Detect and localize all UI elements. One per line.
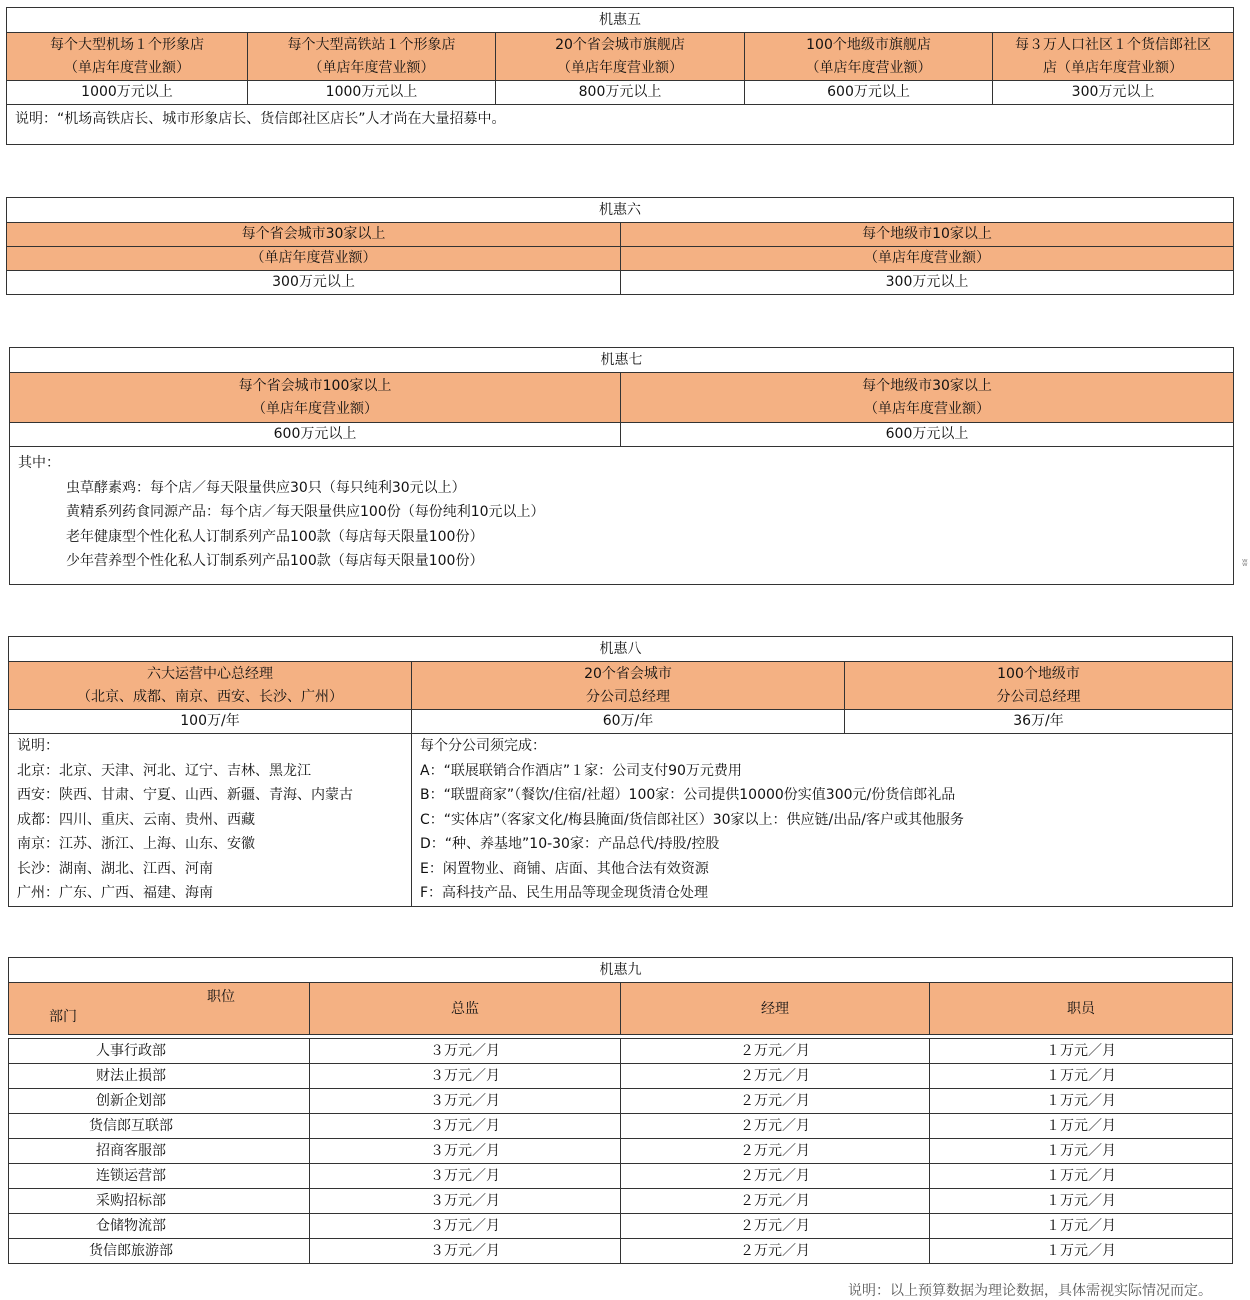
column-header-director: 总监 [310, 983, 621, 1035]
salary-cell: ２万元／月 [621, 1239, 930, 1264]
section5-header-airport: 每个大型机场１个形象店 （单店年度营业额） [7, 33, 248, 81]
salary-cell: １万元／月 [930, 1239, 1233, 1264]
column-header-manager: 经理 [621, 983, 930, 1035]
department-cell: 货信郎互联部 [9, 1114, 310, 1139]
salary-cell: １万元／月 [930, 1039, 1233, 1064]
region-line: 广州：广东、广西、福建、海南 [17, 885, 213, 901]
department-cell: 招商客服部 [9, 1139, 310, 1164]
department-cell: 创新企划部 [9, 1089, 310, 1114]
region-line: 北京：北京、天津、河北、辽宁、吉林、黑龙江 [17, 762, 311, 779]
section8-header-capital: 20个省会城市 分公司总经理 [412, 662, 845, 710]
section6-header-capital: 每个省会城市30家以上 [7, 223, 621, 247]
section9-title: 机惠九 [9, 958, 1233, 983]
region-line: 成都：四川、重庆、云南、贵州、西藏 [17, 811, 255, 828]
corner-position-label: 职位 [207, 989, 235, 1005]
section7-details-label: 其中： [18, 455, 60, 471]
section7-header-capital: 每个省会城市100家以上 （单店年度营业额） [10, 373, 621, 423]
section8-value: 36万/年 [845, 710, 1233, 734]
section5-header-capital: 20个省会城市旗舰店 （单店年度营业额） [496, 33, 745, 81]
section7-header-prefecture: 每个地级市30家以上 （单店年度营业额） [621, 373, 1234, 423]
salary-cell: １万元／月 [930, 1089, 1233, 1114]
salary-cell: ３万元／月 [310, 1239, 621, 1264]
salary-cell: ３万元／月 [310, 1214, 621, 1239]
salary-cell: ３万元／月 [310, 1039, 621, 1064]
section5-value: 1000万元以上 [248, 81, 496, 105]
section7-value: 600万元以上 [10, 423, 621, 447]
section8-regions [9, 734, 412, 907]
salary-cell: ２万元／月 [621, 1064, 930, 1089]
corner-department-label: 部门 [49, 1009, 77, 1025]
stray-mark: ʬ [1242, 556, 1248, 569]
department-cell: 仓储物流部 [9, 1214, 310, 1239]
section8-title: 机惠八 [9, 637, 1233, 662]
section9-table [8, 957, 1233, 1264]
region-line: 南京：江苏、浙江、上海、山东、安徽 [17, 836, 255, 852]
table-row [9, 1239, 1233, 1264]
requirement-line: 每个分公司须完成： [420, 738, 546, 754]
section5-value: 1000万元以上 [7, 81, 248, 105]
section8-header-centers: 六大运营中心总经理 （北京、成都、南京、西安、长沙、广州） [9, 662, 412, 710]
salary-cell: １万元／月 [930, 1164, 1233, 1189]
section5-value: 300万元以上 [993, 81, 1234, 105]
salary-cell: ２万元／月 [621, 1164, 930, 1189]
section5-header-prefecture: 100个地级市旗舰店 （单店年度营业额） [745, 33, 993, 81]
section7-detail-item: 黄精系列药食同源产品：每个店／每天限量供应100份（每份纯利10元以上） [66, 504, 545, 520]
department-cell: 财法止损部 [9, 1064, 310, 1089]
table-row [9, 1064, 1233, 1089]
table-row [9, 1039, 1233, 1064]
salary-cell: ２万元／月 [621, 1139, 930, 1164]
salary-cell: １万元／月 [930, 1214, 1233, 1239]
section9-rows [9, 1039, 1233, 1264]
region-line: 说明： [17, 738, 59, 754]
section5-header-railway: 每个大型高铁站１个形象店 （单店年度营业额） [248, 33, 496, 81]
footer-note: 说明：以上预算数据为理论数据，具体需视实际情况而定。 [848, 1283, 1212, 1299]
table-row [9, 1189, 1233, 1214]
section5-note: 说明：“机场高铁店长、城市形象店长、货信郎社区店长”人才尚在大量招募中。 [7, 105, 1234, 145]
section8-value: 60万/年 [412, 710, 845, 734]
salary-cell: ３万元／月 [310, 1064, 621, 1089]
section8-value: 100万/年 [9, 710, 412, 734]
salary-cell: ３万元／月 [310, 1139, 621, 1164]
section6-subheader: （单店年度营业额） [7, 247, 621, 271]
requirement-line: E：闲置物业、商铺、店面、其他合法有效资源 [420, 860, 709, 877]
column-header-staff: 职员 [930, 983, 1233, 1035]
salary-cell: ３万元／月 [310, 1189, 621, 1214]
section7-detail-item: 老年健康型个性化私人订制系列产品100款（每店每天限量100份） [66, 528, 484, 545]
department-cell: 货信郎旅游部 [9, 1239, 310, 1264]
salary-cell: １万元／月 [930, 1064, 1233, 1089]
department-cell: 采购招标部 [9, 1189, 310, 1214]
requirement-line: B：“联盟商家”（餐饮/住宿/社超）100家：公司提供10000份实值300元/份货信郎礼品 [420, 787, 956, 803]
section5-table [6, 7, 1234, 145]
section5-value: 600万元以上 [745, 81, 993, 105]
salary-cell: ３万元／月 [310, 1114, 621, 1139]
salary-cell: ２万元／月 [621, 1089, 930, 1114]
section8-table [8, 636, 1233, 907]
table-row [9, 1164, 1233, 1189]
section6-subheader: （单店年度营业额） [621, 247, 1234, 271]
salary-cell: ３万元／月 [310, 1089, 621, 1114]
section7-detail-item: 虫草酵素鸡：每个店／每天限量供应30只（每只纯利30元以上） [66, 479, 466, 496]
table-row [9, 1139, 1233, 1164]
salary-cell: １万元／月 [930, 1139, 1233, 1164]
salary-cell: ２万元／月 [621, 1039, 930, 1064]
department-cell: 人事行政部 [9, 1039, 310, 1064]
section5-header-community: 每３万人口社区１个货信郎社区 店（单店年度营业额） [993, 33, 1234, 81]
section6-header-prefecture: 每个地级市10家以上 [621, 223, 1234, 247]
salary-cell: １万元／月 [930, 1189, 1233, 1214]
requirement-line: C：“实体店”（客家文化/梅县腌面/货信郎社区）30家以上：供应链/出品/客户或其他服务 [420, 811, 964, 828]
section9-corner-cell [9, 983, 310, 1035]
table-row [9, 1214, 1233, 1239]
salary-cell: ２万元／月 [621, 1214, 930, 1239]
section7-title: 机惠七 [10, 348, 1234, 373]
requirement-line: D：“种、养基地”10-30家：产品总代/持股/控股 [420, 836, 720, 852]
section7-table [9, 347, 1234, 585]
section7-details [10, 447, 1234, 585]
section8-header-prefecture: 100个地级市 分公司总经理 [845, 662, 1233, 710]
salary-cell: ３万元／月 [310, 1164, 621, 1189]
section6-value: 300万元以上 [7, 271, 621, 295]
salary-cell: ２万元／月 [621, 1114, 930, 1139]
table-row [9, 1089, 1233, 1114]
section8-requirements [412, 734, 1233, 907]
section5-value: 800万元以上 [496, 81, 745, 105]
region-line: 长沙：湖南、湖北、江西、河南 [17, 860, 213, 877]
salary-cell: ２万元／月 [621, 1189, 930, 1214]
region-line: 西安：陕西、甘肃、宁夏、山西、新疆、青海、内蒙古 [17, 787, 353, 803]
section6-table [6, 197, 1234, 295]
section5-title: 机惠五 [7, 8, 1234, 33]
requirement-line: F：高科技产品、民生用品等现金现货清仓处理 [420, 885, 709, 901]
section7-value: 600万元以上 [621, 423, 1234, 447]
requirement-line: A：“联展联销合作酒店”１家：公司支付90万元费用 [420, 762, 742, 779]
department-cell: 连锁运营部 [9, 1164, 310, 1189]
section7-detail-item: 少年营养型个性化私人订制系列产品100款（每店每天限量100份） [66, 553, 484, 569]
table-row [9, 1114, 1233, 1139]
salary-cell: １万元／月 [930, 1114, 1233, 1139]
section6-title: 机惠六 [7, 198, 1234, 223]
section6-value: 300万元以上 [621, 271, 1234, 295]
